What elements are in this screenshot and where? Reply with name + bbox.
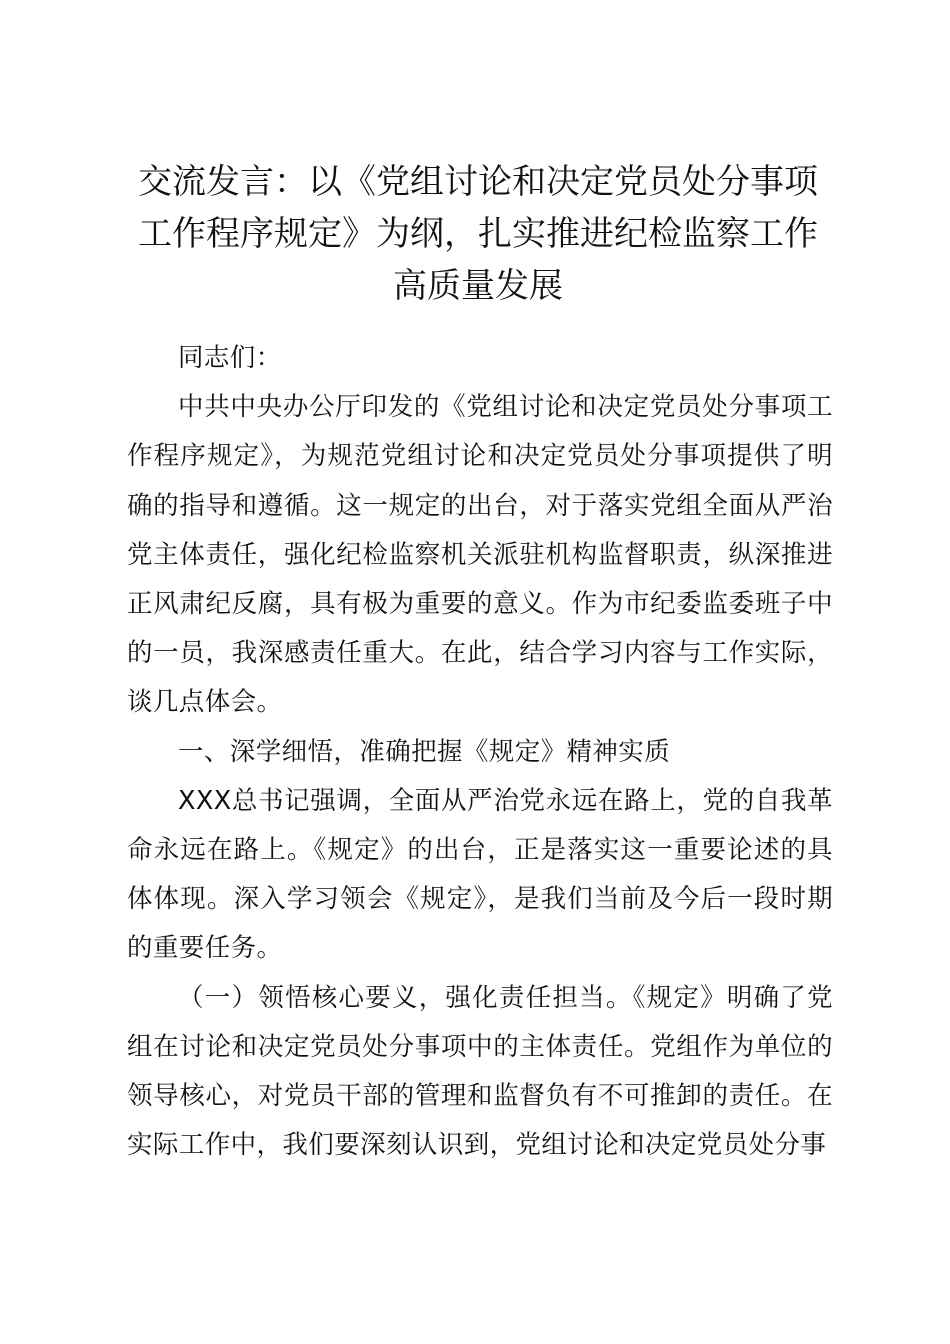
document-title: 交流发言：以《党组讨论和决定党员处分事项工作程序规定》为纲，扎实推进纪检监察工作高质量发展 [138, 162, 818, 306]
paragraph-subsection-1: （一）领悟核心要义，强化责任担当。《规定》明确了党组在讨论和决定党员处分事项中的主体责任。党组作为单位的领导核心，对党员干部的管理和监督负有不可推卸的责任。在实际工作中，我们要深刻认识到，党组讨论和决定党员处分事 [127, 982, 833, 1161]
paragraph-section-1: XXX总书记强调，全面从严治党永远在路上，党的自我革命永远在路上。《规定》的出台，正是落实这一重要论述的具体体现。深入学习领会《规定》，是我们当前及今后一段时期的重要任务。 [127, 785, 833, 964]
document-body [127, 334, 833, 1170]
salutation: 同志们： [178, 343, 282, 373]
section-heading-1: 一、深学细悟，准确把握《规定》精神实质 [178, 736, 671, 767]
paragraph-intro: 中共中央办公厅印发的《党组讨论和决定党员处分事项工作程序规定》，为规范党组讨论和决定党员处分事项提供了明确的指导和遵循。这一规定的出台，对于落实党组全面从严治党主体责任，强化纪检监察机关派驻机构监督职责，纵深推进正风肃纪反腐，具有极为重要的意义。作为市纪委监委班子中的一员，我深感责任重大。在此，结合学习内容与工作实际，谈几点体会。 [127, 392, 833, 718]
